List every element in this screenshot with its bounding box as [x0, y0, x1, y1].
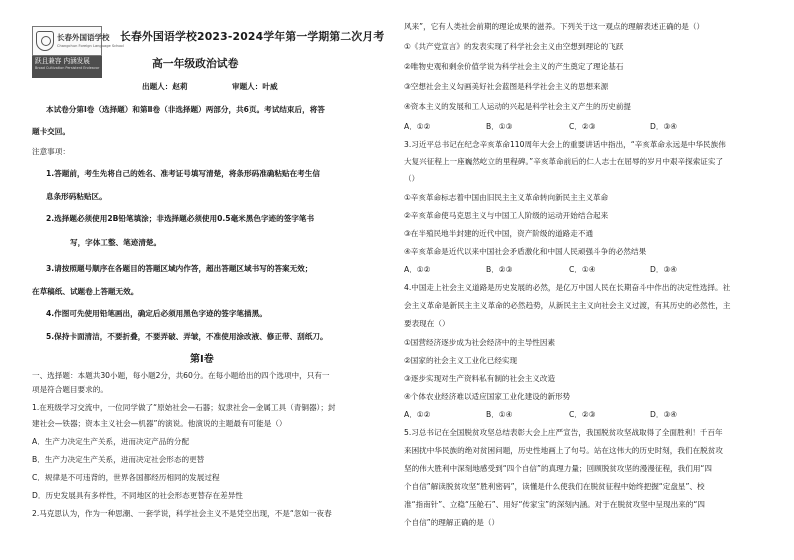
q3-stem-1: 3.习近平总书记在纪念辛亥革命110周年大会上的重要讲话中指出，“辛亥革命永远是中华民族伟 [404, 140, 726, 149]
note-1: 1.答题前，考生先将自己的姓名、准考证号填写清楚，将条形码准确粘贴在考生信 [46, 169, 320, 178]
q5-stem-3: 坚的伟大胜利中深刻地感受到“四个自信”的真理力量；回顾脱贫攻坚的漫漫征程，我们用“四 [404, 464, 712, 473]
q4-stem-1: 4.中国走上社会主义道路是历史发展的必然，是亿万中国人民在长期奋斗中作出的决定性选择。社 [404, 283, 731, 292]
q4-item-1: ①国营经济逐步成为社会经济中的主导性因素 [404, 338, 556, 347]
note-5: 5.保持卡面清洁，不要折叠，不要弄破、弄皱，不准使用涂改液、修正带、刮纸刀。 [46, 332, 328, 341]
q1-stem-2: 建社会—铁器；资本主义社会—机器”的演说。他演说的主题最有可能是（） [32, 419, 287, 428]
q3-stem-2: 大复兴征程上一座巍然屹立的里程碑。”辛亥革命前后的仁人志士在屈辱的岁月中艰辛探索证实了 [404, 157, 724, 166]
q2-item-4: ④资本主义的发展和工人运动的兴起是科学社会主义产生的历史前提 [404, 102, 632, 111]
q4-choice-d: D．③④ [650, 410, 678, 419]
note-1-cont: 息条形码粘贴区。 [46, 192, 107, 201]
q1-option-a: A．生产力决定生产关系，进而决定产品的分配 [32, 437, 190, 446]
school-logo [32, 26, 124, 78]
q5-stem-6: 个自信”的理解正确的是（） [404, 518, 500, 527]
q4-item-4: ④个体农业经济难以适应国家工业化建设的新形势 [404, 392, 571, 401]
logo-school-english: Changchun Foreign Language School [57, 44, 124, 48]
note-2: 2.选择题必须使用2B铅笔填涂；非选择题必须使用0.5毫米黑色字迹的签字笔书 [46, 214, 315, 223]
q4-stem-3: 要表现在（） [404, 319, 450, 328]
setter-name: 出题人：赵莉 [142, 82, 188, 91]
q2-item-1: ①《共产党宣言》的发表实现了科学社会主义由空想到理论的飞跃 [404, 42, 624, 51]
intro-line-1: 本试卷分第Ⅰ卷（选择题）和第Ⅱ卷（非选择题）两部分，共6页。考试结束后，将答 [46, 105, 325, 114]
logo-header [32, 26, 124, 56]
logo-motto-band [32, 56, 102, 78]
q5-stem-2: 来困扰中华民族的绝对贫困问题，历史性地画上了句号。站在这伟大的历史时刻，我们在脱贫攻 [404, 446, 723, 455]
q3-choice-b: B．②③ [486, 265, 513, 274]
section-1-instruction-2: 项是符合题目要求的。 [32, 385, 108, 394]
q3-item-4: ④辛亥革命是近代以来中国社会矛盾激化和中国人民顽强斗争的必然结果 [404, 247, 647, 256]
q5-stem-5: 准“指南针”、立稳“压舱石”、用好“传家宝”的深刻内涵。对于在脱贫攻坚中呈现出来的“四 [404, 500, 705, 509]
q3-item-2: ②辛亥革命使马克思主义与中国工人阶级的运动开始结合起来 [404, 211, 609, 220]
section-1-heading: 第Ⅰ卷 [190, 354, 214, 365]
q2-choice-b: B．①③ [486, 122, 513, 131]
q2-item-2: ②唯物史观和剩余价值学说为科学社会主义的产生奠定了理论基石 [404, 62, 624, 71]
note-3: 3.请按照题号顺序在各题目的答题区域内作答，超出答题区域书写的答案无效； [46, 264, 313, 273]
exam-title: 长春外国语学校2023-2024学年第一学期第二次月考 [120, 30, 385, 43]
q3-choice-d: D．③④ [650, 265, 678, 274]
q4-choice-c: C．②③ [569, 410, 596, 419]
q4-stem-2: 会主义革命是新民主主义革命的必然趋势，从新民主主义向社会主义过渡，有其历史的必然性，主 [404, 301, 731, 310]
q1-option-d: D．历史发展具有多样性，不同地区的社会形态更替存在差异性 [32, 491, 243, 500]
exam-subtitle: 高一年级政治试卷 [152, 57, 239, 70]
q3-item-1: ①辛亥革命标志着中国由旧民主主义革命转向新民主主义革命 [404, 193, 609, 202]
q2-item-3: ③空想社会主义勾画美好社会蓝图是科学社会主义的思想来源 [404, 82, 609, 91]
q5-stem-4: 个自信”解读脱贫攻坚“胜利密码”，读懂是什么使我们在脱贫征程中始终把握“定盘星”、校 [404, 482, 705, 491]
reviewer-name: 审题人：叶威 [232, 82, 278, 91]
q4-item-3: ③逐步实现对生产资料私有制的社会主义改造 [404, 374, 556, 383]
note-3-cont: 在草稿纸、试题卷上答题无效。 [32, 287, 139, 296]
q2-stem-cont: 风来”，它有人类社会前期的理论成果的滋养。下列关于这一观点的理解表述正确的是（） [404, 22, 705, 31]
q2-choice-a: A．①② [404, 122, 431, 131]
school-emblem-icon [36, 31, 54, 51]
q3-choice-a: A．①② [404, 265, 431, 274]
logo-school-name: 长春外国语学校 [57, 33, 110, 42]
logo-motto: 跃且兼容 内涵发展 [35, 57, 90, 65]
section-1-instruction-1: 一、选择题：本题共30小题，每小题2分，共60分。在每小题给出的四个选项中，只有一 [32, 371, 330, 380]
q3-item-3: ③在半殖民地半封建的近代中国，资产阶级的道路走不通 [404, 229, 594, 238]
q1-option-c: C．规律是不可违背的，世界各国都经历相同的发展过程 [32, 473, 220, 482]
q4-choice-a: A．①② [404, 410, 431, 419]
q4-item-2: ②国家的社会主义工业化已经实现 [404, 356, 518, 365]
q2-choice-c: C．②③ [569, 122, 596, 131]
q1-stem-1: 1.在班级学习交流中，一位同学做了“原始社会—石器；奴隶社会—金属工具（青铜器）；封 [32, 403, 336, 412]
q2-stem-start: 2.马克思认为，作为一种思潮、一套学说，科学社会主义不是凭空出现，不是“忽如一夜春 [32, 509, 332, 518]
q5-stem-1: 5.习总书记在全国脱贫攻坚总结表彰大会上庄严宣告，我国脱贫攻坚战取得了全面胜利！千百年 [404, 428, 723, 437]
q3-choice-c: C．①④ [569, 265, 596, 274]
q2-choice-d: D．③④ [650, 122, 678, 131]
logo-motto-english: Broad Cultivation Persistent Endeavor [35, 65, 100, 70]
notes-title: 注意事项： [32, 147, 70, 156]
q1-option-b: B．生产力决定生产关系，进而决定社会形态的更替 [32, 455, 205, 464]
intro-line-2: 题卡交回。 [32, 127, 70, 136]
q3-stem-3: （） [404, 174, 420, 183]
q4-choice-b: B．①④ [486, 410, 513, 419]
note-4: 4.作图可先使用铅笔画出，确定后必须用黑色字迹的签字笔描黑。 [46, 309, 267, 318]
note-2-cont: 写，字体工整、笔迹清楚。 [70, 238, 162, 247]
